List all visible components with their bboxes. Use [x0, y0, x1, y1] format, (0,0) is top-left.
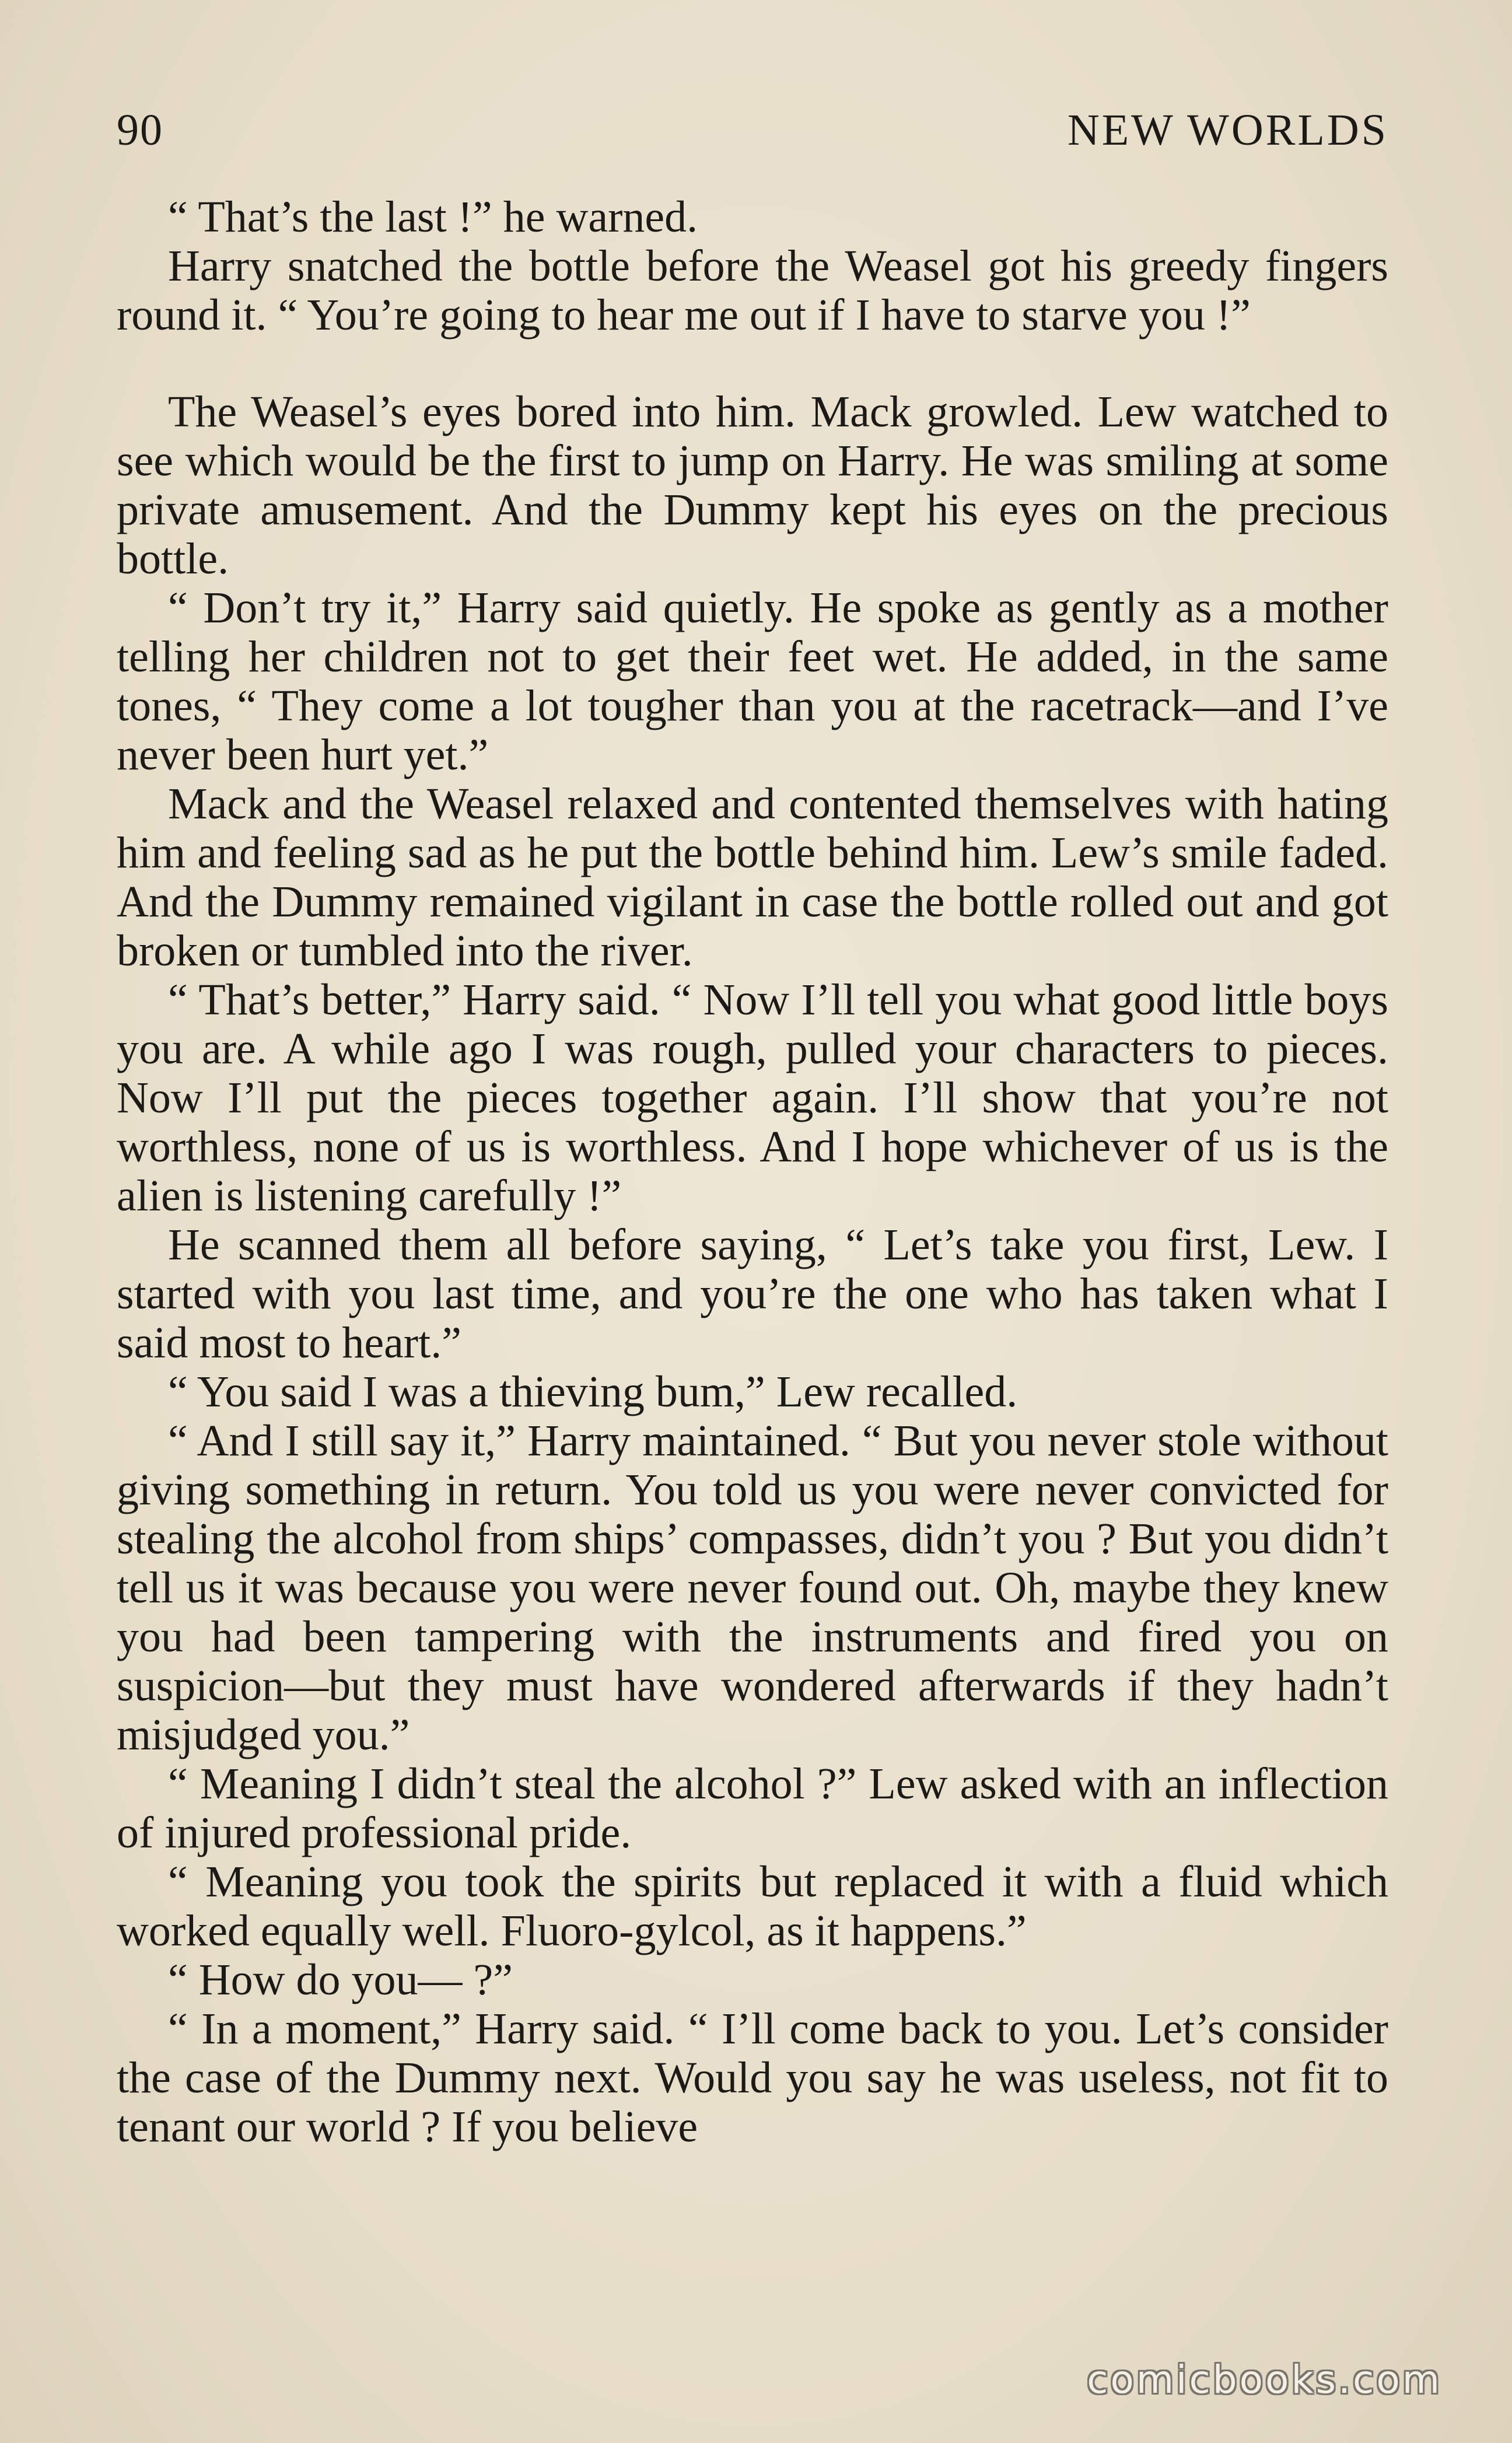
page-number: 90: [117, 106, 163, 155]
paragraph: “ Meaning I didn’t steal the alcohol ?” Lew asked with an inflection of injured professional pride.: [117, 1759, 1388, 1857]
paragraph: The Weasel’s eyes bored into him. Mack growled. Lew watched to see which would be the first to jump on Harry. He was smiling at some private amusement. And the Dummy kept his eyes on the precious bottle.: [117, 387, 1388, 583]
paragraph: “ Meaning you took the spirits but replaced it with a fluid which worked equally well. Fluoro-gylcol, as it happens.”: [117, 1857, 1388, 1955]
paragraph: “ How do you— ?”: [168, 1955, 513, 2004]
body-text: [117, 192, 1388, 2151]
paragraph: Harry snatched the bottle before the Weasel got his greedy fingers round it. “ You’re going to hear me out if I have to starve you !”: [117, 242, 1388, 340]
paragraph: “ You said I was a thieving bum,” Lew recalled.: [168, 1367, 1018, 1416]
journal-title: NEW WORLDS: [1067, 106, 1388, 155]
paragraph: “ That’s better,” Harry said. “ Now I’ll tell you what good little boys you are. A while ago I was rough, pulled your characters to pieces. Now I’ll put the pieces together again. I’ll show that you’re not worthless, none of us is worthless. And I hope whichever of us is the alien is listening carefully !”: [117, 975, 1388, 1220]
running-head: [117, 99, 1388, 163]
paragraph: “ Don’t try it,” Harry said quietly. He spoke as gently as a mother telling her children not to get their feet wet. He added, in the same tones, “ They come a lot tougher than you at the racetrack—and I’ve never been hurt yet.”: [117, 583, 1388, 779]
paragraph: “ In a moment,” Harry said. “ I’ll come back to you. Let’s consider the case of the Dummy next. Would you say he was useless, not fit to tenant our world ? If you believe: [117, 2004, 1388, 2151]
paragraph: “ That’s the last !” he warned.: [168, 192, 698, 242]
watermark: comicbooks.com: [1087, 2357, 1442, 2402]
paragraph: He scanned them all before saying, “ Let’s take you first, Lew. I started with you last time, and you’re the one who has taken what I said most to heart.”: [117, 1220, 1388, 1367]
paragraph: Mack and the Weasel relaxed and contented themselves with hating him and feeling sad as he put the bottle behind him. Lew’s smile faded. And the Dummy remained vigilant in case the bottle rolled out and got broken or tumbled into the river.: [117, 779, 1388, 975]
book-page: [117, 99, 1388, 2345]
paragraph: “ And I still say it,” Harry maintained. “ But you never stole without giving something in return. You told us you were never convicted for stealing the alcohol from ships’ compasses, didn’t you ? But you didn’t tell us it was because you were never found out. Oh, maybe they knew you had been tampering with the instruments and fired you on suspicion—but they must have wondered afterwards if they hadn’t misjudged you.”: [117, 1416, 1388, 1759]
